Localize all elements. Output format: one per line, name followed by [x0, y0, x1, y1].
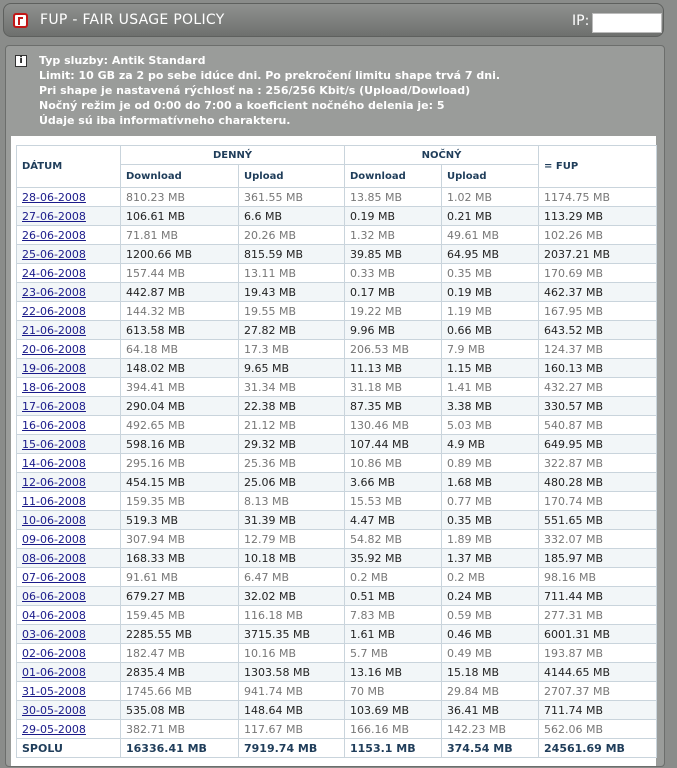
cell-night-upload: 7.9 MB	[442, 340, 539, 359]
table-row	[17, 644, 657, 663]
date-link[interactable]: 26-06-2008	[22, 228, 86, 242]
cell-fup: 480.28 MB	[539, 473, 657, 492]
info-line-limit: Limit: 10 GB za 2 po sebe idúce dni. Po prekročení limitu shape trvá 7 dni.	[39, 69, 501, 82]
cell-day-download: 290.04 MB	[121, 397, 239, 416]
date-link[interactable]: 10-06-2008	[22, 513, 86, 527]
date-link[interactable]: 17-06-2008	[22, 399, 86, 413]
cell-day-download: 106.61 MB	[121, 207, 239, 226]
cell-day-download: 71.81 MB	[121, 226, 239, 245]
cell-day-upload: 941.74 MB	[239, 682, 345, 701]
col-header-night-download: Download	[345, 165, 442, 188]
cell-night-upload: 4.9 MB	[442, 435, 539, 454]
cell-date	[17, 302, 121, 321]
cell-date	[17, 511, 121, 530]
cell-night-download: 15.53 MB	[345, 492, 442, 511]
cell-day-download: 159.35 MB	[121, 492, 239, 511]
cell-day-download: 519.3 MB	[121, 511, 239, 530]
table-row	[17, 568, 657, 587]
cell-fup: 102.26 MB	[539, 226, 657, 245]
cell-night-upload: 36.41 MB	[442, 701, 539, 720]
cell-day-upload: 8.13 MB	[239, 492, 345, 511]
cell-day-upload: 31.39 MB	[239, 511, 345, 530]
cell-night-download: 4.47 MB	[345, 511, 442, 530]
cell-day-upload: 31.34 MB	[239, 378, 345, 397]
cell-night-download: 5.7 MB	[345, 644, 442, 663]
cell-day-download: 598.16 MB	[121, 435, 239, 454]
info-line-shape: Pri shape je nastavená rýchlosť na : 256/256 Kbit/s (Upload/Dowload)	[39, 84, 471, 97]
cell-night-upload: 0.77 MB	[442, 492, 539, 511]
cell-fup: 711.44 MB	[539, 587, 657, 606]
info-line-service: Typ sluzby: Antik Standard	[39, 54, 206, 67]
cell-day-upload: 6.6 MB	[239, 207, 345, 226]
table-row	[17, 549, 657, 568]
date-link[interactable]: 31-05-2008	[22, 684, 86, 698]
cell-day-download: 382.71 MB	[121, 720, 239, 739]
cell-night-upload: 1.68 MB	[442, 473, 539, 492]
cell-fup: 711.74 MB	[539, 701, 657, 720]
cell-night-upload: 49.61 MB	[442, 226, 539, 245]
cell-date	[17, 359, 121, 378]
cell-day-upload: 13.11 MB	[239, 264, 345, 283]
cell-day-upload: 6.47 MB	[239, 568, 345, 587]
cell-day-download: 442.87 MB	[121, 283, 239, 302]
cell-fup: 170.69 MB	[539, 264, 657, 283]
cell-fup: 432.27 MB	[539, 378, 657, 397]
cell-fup: 330.57 MB	[539, 397, 657, 416]
cell-night-upload: 0.21 MB	[442, 207, 539, 226]
cell-night-upload: 0.35 MB	[442, 511, 539, 530]
date-link[interactable]: 12-06-2008	[22, 475, 86, 489]
cell-night-upload: 15.18 MB	[442, 663, 539, 682]
cell-date	[17, 416, 121, 435]
cell-day-download: 307.94 MB	[121, 530, 239, 549]
cell-day-upload: 148.64 MB	[239, 701, 345, 720]
total-day-download: 16336.41 MB	[121, 739, 239, 758]
date-link[interactable]: 09-06-2008	[22, 532, 86, 546]
table-row	[17, 302, 657, 321]
cell-fup: 322.87 MB	[539, 454, 657, 473]
table-row	[17, 606, 657, 625]
total-label: SPOLU	[17, 739, 121, 758]
cell-night-download: 0.33 MB	[345, 264, 442, 283]
cell-day-download: 182.47 MB	[121, 644, 239, 663]
cell-date	[17, 454, 121, 473]
table-row	[17, 720, 657, 739]
cell-fup: 170.74 MB	[539, 492, 657, 511]
cell-fup: 462.37 MB	[539, 283, 657, 302]
col-header-night-upload: Upload	[442, 165, 539, 188]
table-row	[17, 454, 657, 473]
date-link[interactable]: 29-05-2008	[22, 722, 86, 736]
cell-date	[17, 435, 121, 454]
cell-night-download: 54.82 MB	[345, 530, 442, 549]
page-title: FUP - FAIR USAGE POLICY	[40, 12, 225, 28]
date-link[interactable]: 08-06-2008	[22, 551, 86, 565]
table-row	[17, 359, 657, 378]
cell-night-download: 0.51 MB	[345, 587, 442, 606]
date-link[interactable]: 24-06-2008	[22, 266, 86, 280]
cell-day-upload: 32.02 MB	[239, 587, 345, 606]
cell-night-download: 166.16 MB	[345, 720, 442, 739]
date-link[interactable]: 16-06-2008	[22, 418, 86, 432]
cell-night-download: 0.19 MB	[345, 207, 442, 226]
cell-night-upload: 0.19 MB	[442, 283, 539, 302]
date-link[interactable]: 22-06-2008	[22, 304, 86, 318]
table-row	[17, 245, 657, 264]
cell-fup: 2707.37 MB	[539, 682, 657, 701]
table-row	[17, 340, 657, 359]
cell-day-download: 535.08 MB	[121, 701, 239, 720]
cell-night-download: 19.22 MB	[345, 302, 442, 321]
cell-night-download: 107.44 MB	[345, 435, 442, 454]
cell-night-download: 1.61 MB	[345, 625, 442, 644]
cell-night-upload: 0.24 MB	[442, 587, 539, 606]
cell-date	[17, 397, 121, 416]
date-link[interactable]: 07-06-2008	[22, 570, 86, 584]
cell-day-upload: 361.55 MB	[239, 188, 345, 207]
date-link[interactable]: 03-06-2008	[22, 627, 86, 641]
col-header-day-upload: Upload	[239, 165, 345, 188]
cell-night-upload: 1.37 MB	[442, 549, 539, 568]
cell-day-download: 810.23 MB	[121, 188, 239, 207]
col-header-fup: = FUP	[539, 146, 657, 188]
cell-day-download: 159.45 MB	[121, 606, 239, 625]
table-row	[17, 397, 657, 416]
table-row	[17, 188, 657, 207]
cell-day-download: 148.02 MB	[121, 359, 239, 378]
cell-night-upload: 0.35 MB	[442, 264, 539, 283]
date-link[interactable]: 20-06-2008	[22, 342, 86, 356]
cell-day-upload: 21.12 MB	[239, 416, 345, 435]
fup-panel	[5, 45, 665, 767]
cell-day-upload: 3715.35 MB	[239, 625, 345, 644]
date-link[interactable]: 21-06-2008	[22, 323, 86, 337]
cell-fup: 1174.75 MB	[539, 188, 657, 207]
ip-label: IP:	[572, 13, 590, 29]
date-link[interactable]: 25-06-2008	[22, 247, 86, 261]
cell-night-download: 130.46 MB	[345, 416, 442, 435]
cell-night-download: 9.96 MB	[345, 321, 442, 340]
cell-date	[17, 644, 121, 663]
info-line-note: Údaje sú iba informatívneho charakteru.	[39, 114, 291, 127]
total-row	[17, 739, 657, 758]
cell-night-upload: 0.49 MB	[442, 644, 539, 663]
cell-night-upload: 1.15 MB	[442, 359, 539, 378]
cell-date	[17, 340, 121, 359]
cell-day-upload: 12.79 MB	[239, 530, 345, 549]
table-row	[17, 435, 657, 454]
cell-day-upload: 117.67 MB	[239, 720, 345, 739]
cell-date	[17, 549, 121, 568]
cell-day-download: 454.15 MB	[121, 473, 239, 492]
table-row	[17, 283, 657, 302]
cell-date	[17, 625, 121, 644]
cell-fup: 562.06 MB	[539, 720, 657, 739]
date-link[interactable]: 23-06-2008	[22, 285, 86, 299]
cell-day-download: 492.65 MB	[121, 416, 239, 435]
date-link[interactable]: 19-06-2008	[22, 361, 86, 375]
date-link[interactable]: 30-05-2008	[22, 703, 86, 717]
cell-day-upload: 20.26 MB	[239, 226, 345, 245]
total-night-upload: 374.54 MB	[442, 739, 539, 758]
cell-night-download: 87.35 MB	[345, 397, 442, 416]
cell-day-download: 157.44 MB	[121, 264, 239, 283]
total-day-upload: 7919.74 MB	[239, 739, 345, 758]
cell-night-upload: 142.23 MB	[442, 720, 539, 739]
cell-night-download: 206.53 MB	[345, 340, 442, 359]
cell-day-download: 679.27 MB	[121, 587, 239, 606]
cell-night-download: 103.69 MB	[345, 701, 442, 720]
date-link[interactable]: 11-06-2008	[22, 494, 86, 508]
cell-day-download: 394.41 MB	[121, 378, 239, 397]
date-link[interactable]: 14-06-2008	[22, 456, 86, 470]
cell-day-upload: 29.32 MB	[239, 435, 345, 454]
cell-night-upload: 64.95 MB	[442, 245, 539, 264]
cell-fup: 185.97 MB	[539, 549, 657, 568]
cell-day-download: 64.18 MB	[121, 340, 239, 359]
cell-night-download: 7.83 MB	[345, 606, 442, 625]
title-bar	[3, 3, 664, 37]
cell-fup: 113.29 MB	[539, 207, 657, 226]
cell-day-download: 1745.66 MB	[121, 682, 239, 701]
cell-day-upload: 1303.58 MB	[239, 663, 345, 682]
cell-day-download: 295.16 MB	[121, 454, 239, 473]
cell-night-upload: 0.2 MB	[442, 568, 539, 587]
cell-fup: 4144.65 MB	[539, 663, 657, 682]
cell-date	[17, 701, 121, 720]
cell-fup: 2037.21 MB	[539, 245, 657, 264]
info-text	[39, 53, 500, 128]
cell-fup: 98.16 MB	[539, 568, 657, 587]
cell-night-upload: 29.84 MB	[442, 682, 539, 701]
cell-night-download: 13.85 MB	[345, 188, 442, 207]
cell-day-download: 2285.55 MB	[121, 625, 239, 644]
cell-night-upload: 1.19 MB	[442, 302, 539, 321]
col-header-datum: DÁTUM	[17, 146, 121, 188]
table-row	[17, 511, 657, 530]
cell-day-upload: 9.65 MB	[239, 359, 345, 378]
cell-night-upload: 1.41 MB	[442, 378, 539, 397]
cell-night-upload: 1.02 MB	[442, 188, 539, 207]
cell-date	[17, 568, 121, 587]
cell-day-download: 144.32 MB	[121, 302, 239, 321]
cell-date	[17, 473, 121, 492]
cell-fup: 551.65 MB	[539, 511, 657, 530]
cell-day-upload: 25.36 MB	[239, 454, 345, 473]
cell-date	[17, 606, 121, 625]
info-line-night: Nočný režim je od 0:00 do 7:00 a koeficient nočného delenia je: 5	[39, 99, 445, 112]
date-link[interactable]: 04-06-2008	[22, 608, 86, 622]
cell-date	[17, 321, 121, 340]
app-logo-icon	[13, 13, 28, 28]
table-row	[17, 207, 657, 226]
cell-fup: 332.07 MB	[539, 530, 657, 549]
cell-date	[17, 378, 121, 397]
col-header-denny: DENNÝ	[121, 146, 345, 165]
date-link[interactable]: 28-06-2008	[22, 190, 86, 204]
cell-day-upload: 19.43 MB	[239, 283, 345, 302]
cell-date	[17, 492, 121, 511]
cell-night-upload: 3.38 MB	[442, 397, 539, 416]
cell-fup: 649.95 MB	[539, 435, 657, 454]
cell-day-upload: 10.18 MB	[239, 549, 345, 568]
cell-date	[17, 663, 121, 682]
table-row	[17, 587, 657, 606]
cell-night-download: 31.18 MB	[345, 378, 442, 397]
cell-night-upload: 0.59 MB	[442, 606, 539, 625]
total-night-download: 1153.1 MB	[345, 739, 442, 758]
cell-date	[17, 283, 121, 302]
cell-night-download: 70 MB	[345, 682, 442, 701]
table-row	[17, 416, 657, 435]
table-row	[17, 378, 657, 397]
cell-night-upload: 0.46 MB	[442, 625, 539, 644]
cell-date	[17, 587, 121, 606]
cell-night-download: 10.86 MB	[345, 454, 442, 473]
cell-date	[17, 207, 121, 226]
cell-day-download: 2835.4 MB	[121, 663, 239, 682]
cell-night-download: 39.85 MB	[345, 245, 442, 264]
cell-day-upload: 22.38 MB	[239, 397, 345, 416]
col-header-day-download: Download	[121, 165, 239, 188]
table-row	[17, 625, 657, 644]
cell-fup: 160.13 MB	[539, 359, 657, 378]
cell-date	[17, 226, 121, 245]
usage-table	[16, 145, 657, 758]
date-link[interactable]: 18-06-2008	[22, 380, 86, 394]
cell-night-upload: 0.89 MB	[442, 454, 539, 473]
cell-fup: 540.87 MB	[539, 416, 657, 435]
cell-day-upload: 17.3 MB	[239, 340, 345, 359]
table-row	[17, 682, 657, 701]
table-row	[17, 473, 657, 492]
cell-day-upload: 10.16 MB	[239, 644, 345, 663]
cell-day-download: 1200.66 MB	[121, 245, 239, 264]
cell-day-download: 613.58 MB	[121, 321, 239, 340]
cell-night-download: 3.66 MB	[345, 473, 442, 492]
cell-fup: 167.95 MB	[539, 302, 657, 321]
ip-input[interactable]	[592, 13, 662, 33]
table-row	[17, 492, 657, 511]
cell-night-upload: 0.66 MB	[442, 321, 539, 340]
table-row	[17, 701, 657, 720]
cell-night-download: 0.2 MB	[345, 568, 442, 587]
cell-night-download: 0.17 MB	[345, 283, 442, 302]
cell-date	[17, 245, 121, 264]
total-fup: 24561.69 MB	[539, 739, 657, 758]
cell-day-upload: 19.55 MB	[239, 302, 345, 321]
usage-table-container	[11, 136, 656, 766]
date-link[interactable]: 06-06-2008	[22, 589, 86, 603]
date-link[interactable]: 15-06-2008	[22, 437, 86, 451]
table-row	[17, 663, 657, 682]
table-row	[17, 530, 657, 549]
cell-fup: 6001.31 MB	[539, 625, 657, 644]
cell-date	[17, 682, 121, 701]
cell-fup: 643.52 MB	[539, 321, 657, 340]
cell-date	[17, 188, 121, 207]
cell-night-download: 35.92 MB	[345, 549, 442, 568]
date-link[interactable]: 02-06-2008	[22, 646, 86, 660]
table-row	[17, 321, 657, 340]
cell-night-upload: 1.89 MB	[442, 530, 539, 549]
cell-day-download: 91.61 MB	[121, 568, 239, 587]
cell-night-download: 1.32 MB	[345, 226, 442, 245]
cell-fup: 124.37 MB	[539, 340, 657, 359]
date-link[interactable]: 27-06-2008	[22, 209, 86, 223]
cell-night-upload: 5.03 MB	[442, 416, 539, 435]
cell-day-upload: 815.59 MB	[239, 245, 345, 264]
cell-day-upload: 25.06 MB	[239, 473, 345, 492]
cell-date	[17, 264, 121, 283]
cell-day-download: 168.33 MB	[121, 549, 239, 568]
info-icon: i	[15, 55, 27, 67]
cell-fup: 193.87 MB	[539, 644, 657, 663]
cell-fup: 277.31 MB	[539, 606, 657, 625]
table-row	[17, 264, 657, 283]
cell-night-download: 13.16 MB	[345, 663, 442, 682]
cell-night-download: 11.13 MB	[345, 359, 442, 378]
table-row	[17, 226, 657, 245]
cell-day-upload: 27.82 MB	[239, 321, 345, 340]
cell-date	[17, 530, 121, 549]
date-link[interactable]: 01-06-2008	[22, 665, 86, 679]
col-header-nocny: NOČNÝ	[345, 146, 539, 165]
cell-date	[17, 720, 121, 739]
cell-day-upload: 116.18 MB	[239, 606, 345, 625]
